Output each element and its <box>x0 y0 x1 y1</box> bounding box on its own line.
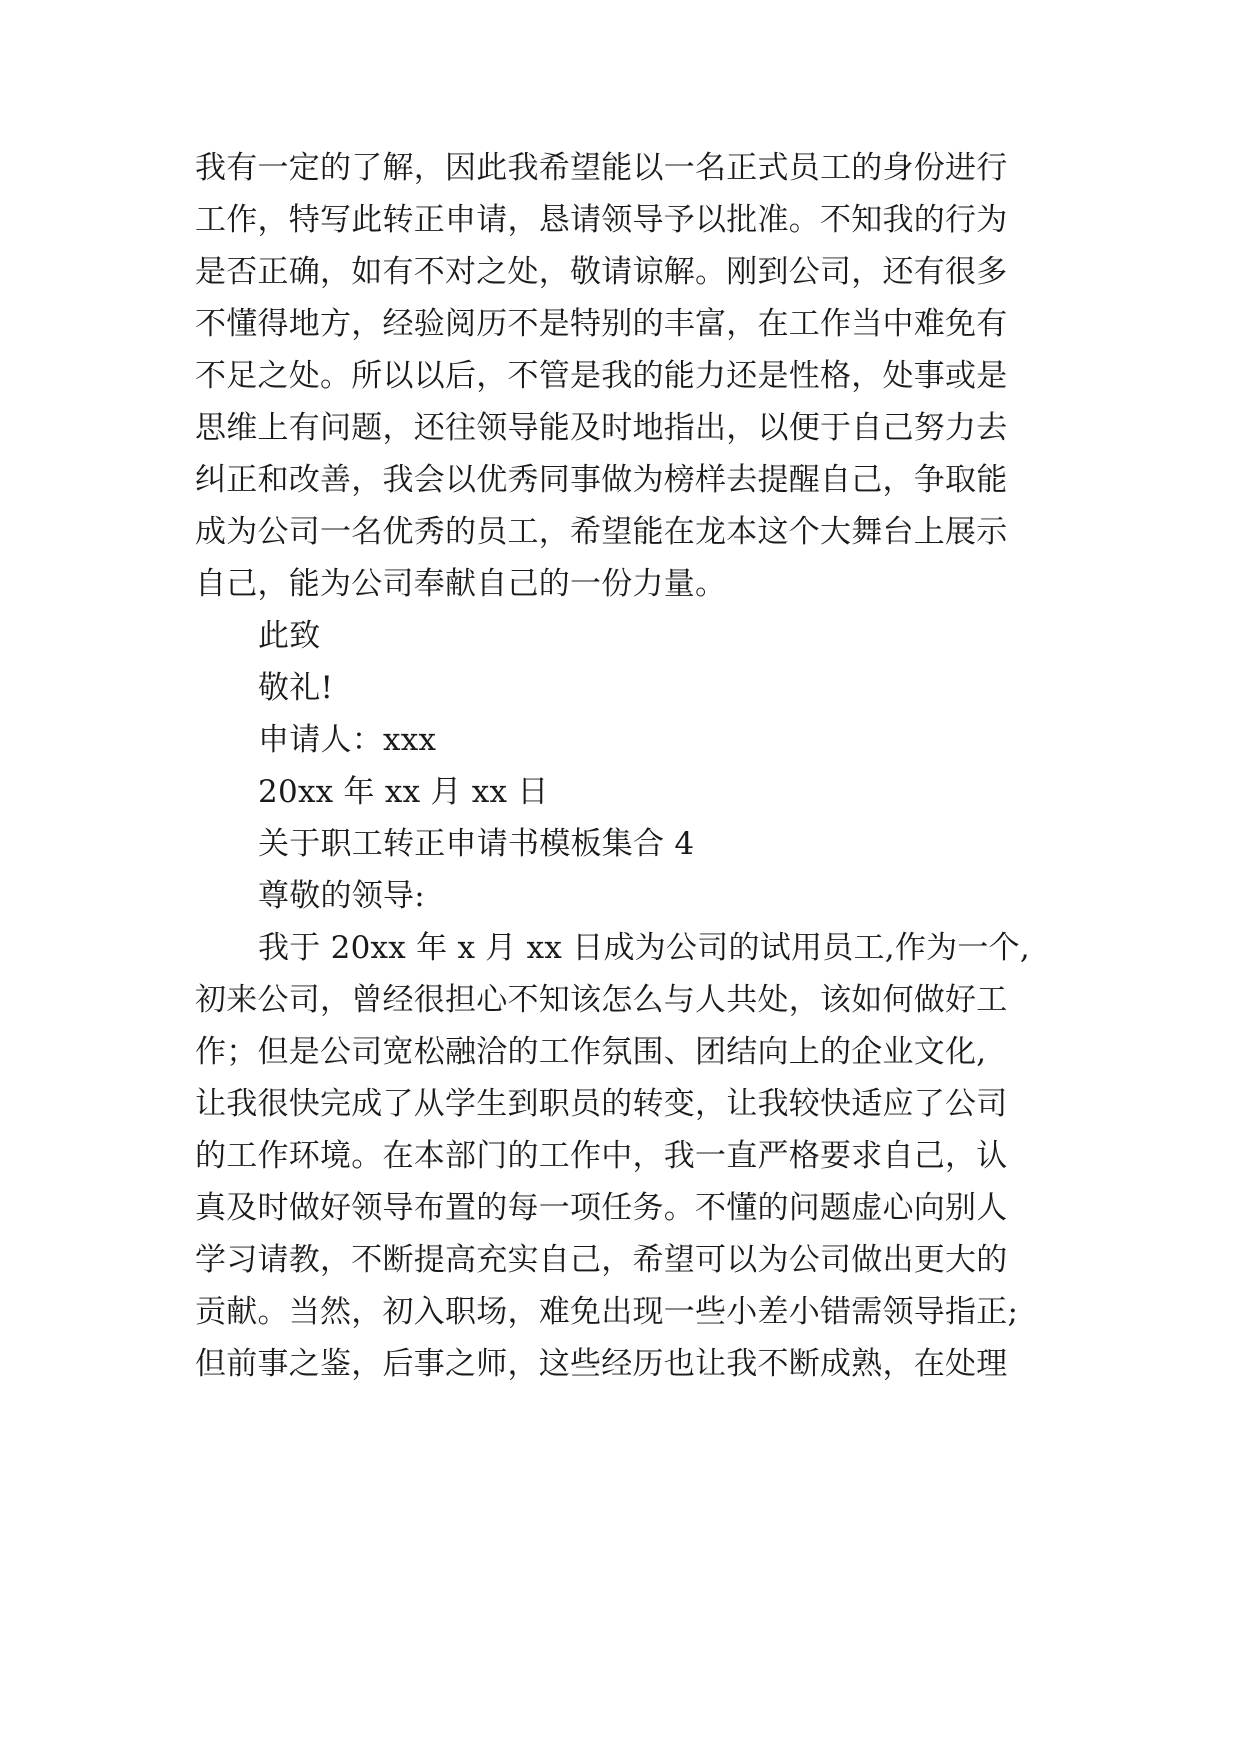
paragraph-line: 的工作环境。在本部门的工作中，我一直严格要求自己，认 <box>195 1138 1008 1174</box>
salute-text: 敬礼! <box>258 670 334 706</box>
paragraph-line: 不懂得地方，经验阅历不是特别的丰富，在工作当中难免有 <box>195 306 1008 342</box>
applicant-line: 申请人：xxx <box>258 722 437 758</box>
paragraph-line: 真及时做好领导布置的每一项任务。不懂的问题虚心向别人 <box>195 1190 1008 1226</box>
date-line: 20xx 年 xx 月 xx 日 <box>258 774 549 810</box>
closing-text: 此致 <box>258 618 321 654</box>
paragraph-line: 学习请教，不断提高充实自己，希望可以为公司做出更大的 <box>195 1242 1008 1278</box>
paragraph-line: 初来公司，曾经很担心不知该怎么与人共处，该如何做好工 <box>195 982 1008 1018</box>
section-title: 关于职工转正申请书模板集合 4 <box>258 826 695 862</box>
paragraph-line: 纠正和改善，我会以优秀同事做为榜样去提醒自己，争取能 <box>195 462 1008 498</box>
paragraph-line: 但前事之鉴，后事之师，这些经历也让我不断成熟，在处理 <box>195 1346 1008 1382</box>
paragraph-line: 成为公司一名优秀的员工，希望能在龙本这个大舞台上展示 <box>195 514 1008 550</box>
paragraph-line: 我于 20xx 年 x 月 xx 日成为公司的试用员工,作为一个, <box>258 930 1030 966</box>
paragraph-line: 我有一定的了解，因此我希望能以一名正式员工的身份进行 <box>195 150 1008 186</box>
paragraph-line: 思维上有问题，还往领导能及时地指出，以便于自己努力去 <box>195 410 1008 446</box>
greeting-text: 尊敬的领导: <box>258 878 425 914</box>
paragraph-line: 是否正确，如有不对之处，敬请谅解。刚到公司，还有很多 <box>195 254 1008 290</box>
paragraph-line: 让我很快完成了从学生到职员的转变，让我较快适应了公司 <box>195 1086 1008 1122</box>
paragraph-line: 工作，特写此转正申请，恳请领导予以批准。不知我的行为 <box>195 202 1008 238</box>
paragraph-line: 贡献。当然，初入职场，难免出现一些小差小错需领导指正; <box>195 1294 1019 1330</box>
paragraph-line: 不足之处。所以以后，不管是我的能力还是性格，处事或是 <box>195 358 1008 394</box>
paragraph-line: 自己，能为公司奉献自己的一份力量。 <box>195 566 727 602</box>
paragraph-line: 作；但是公司宽松融洽的工作氛围、团结向上的企业文化, <box>195 1034 987 1070</box>
